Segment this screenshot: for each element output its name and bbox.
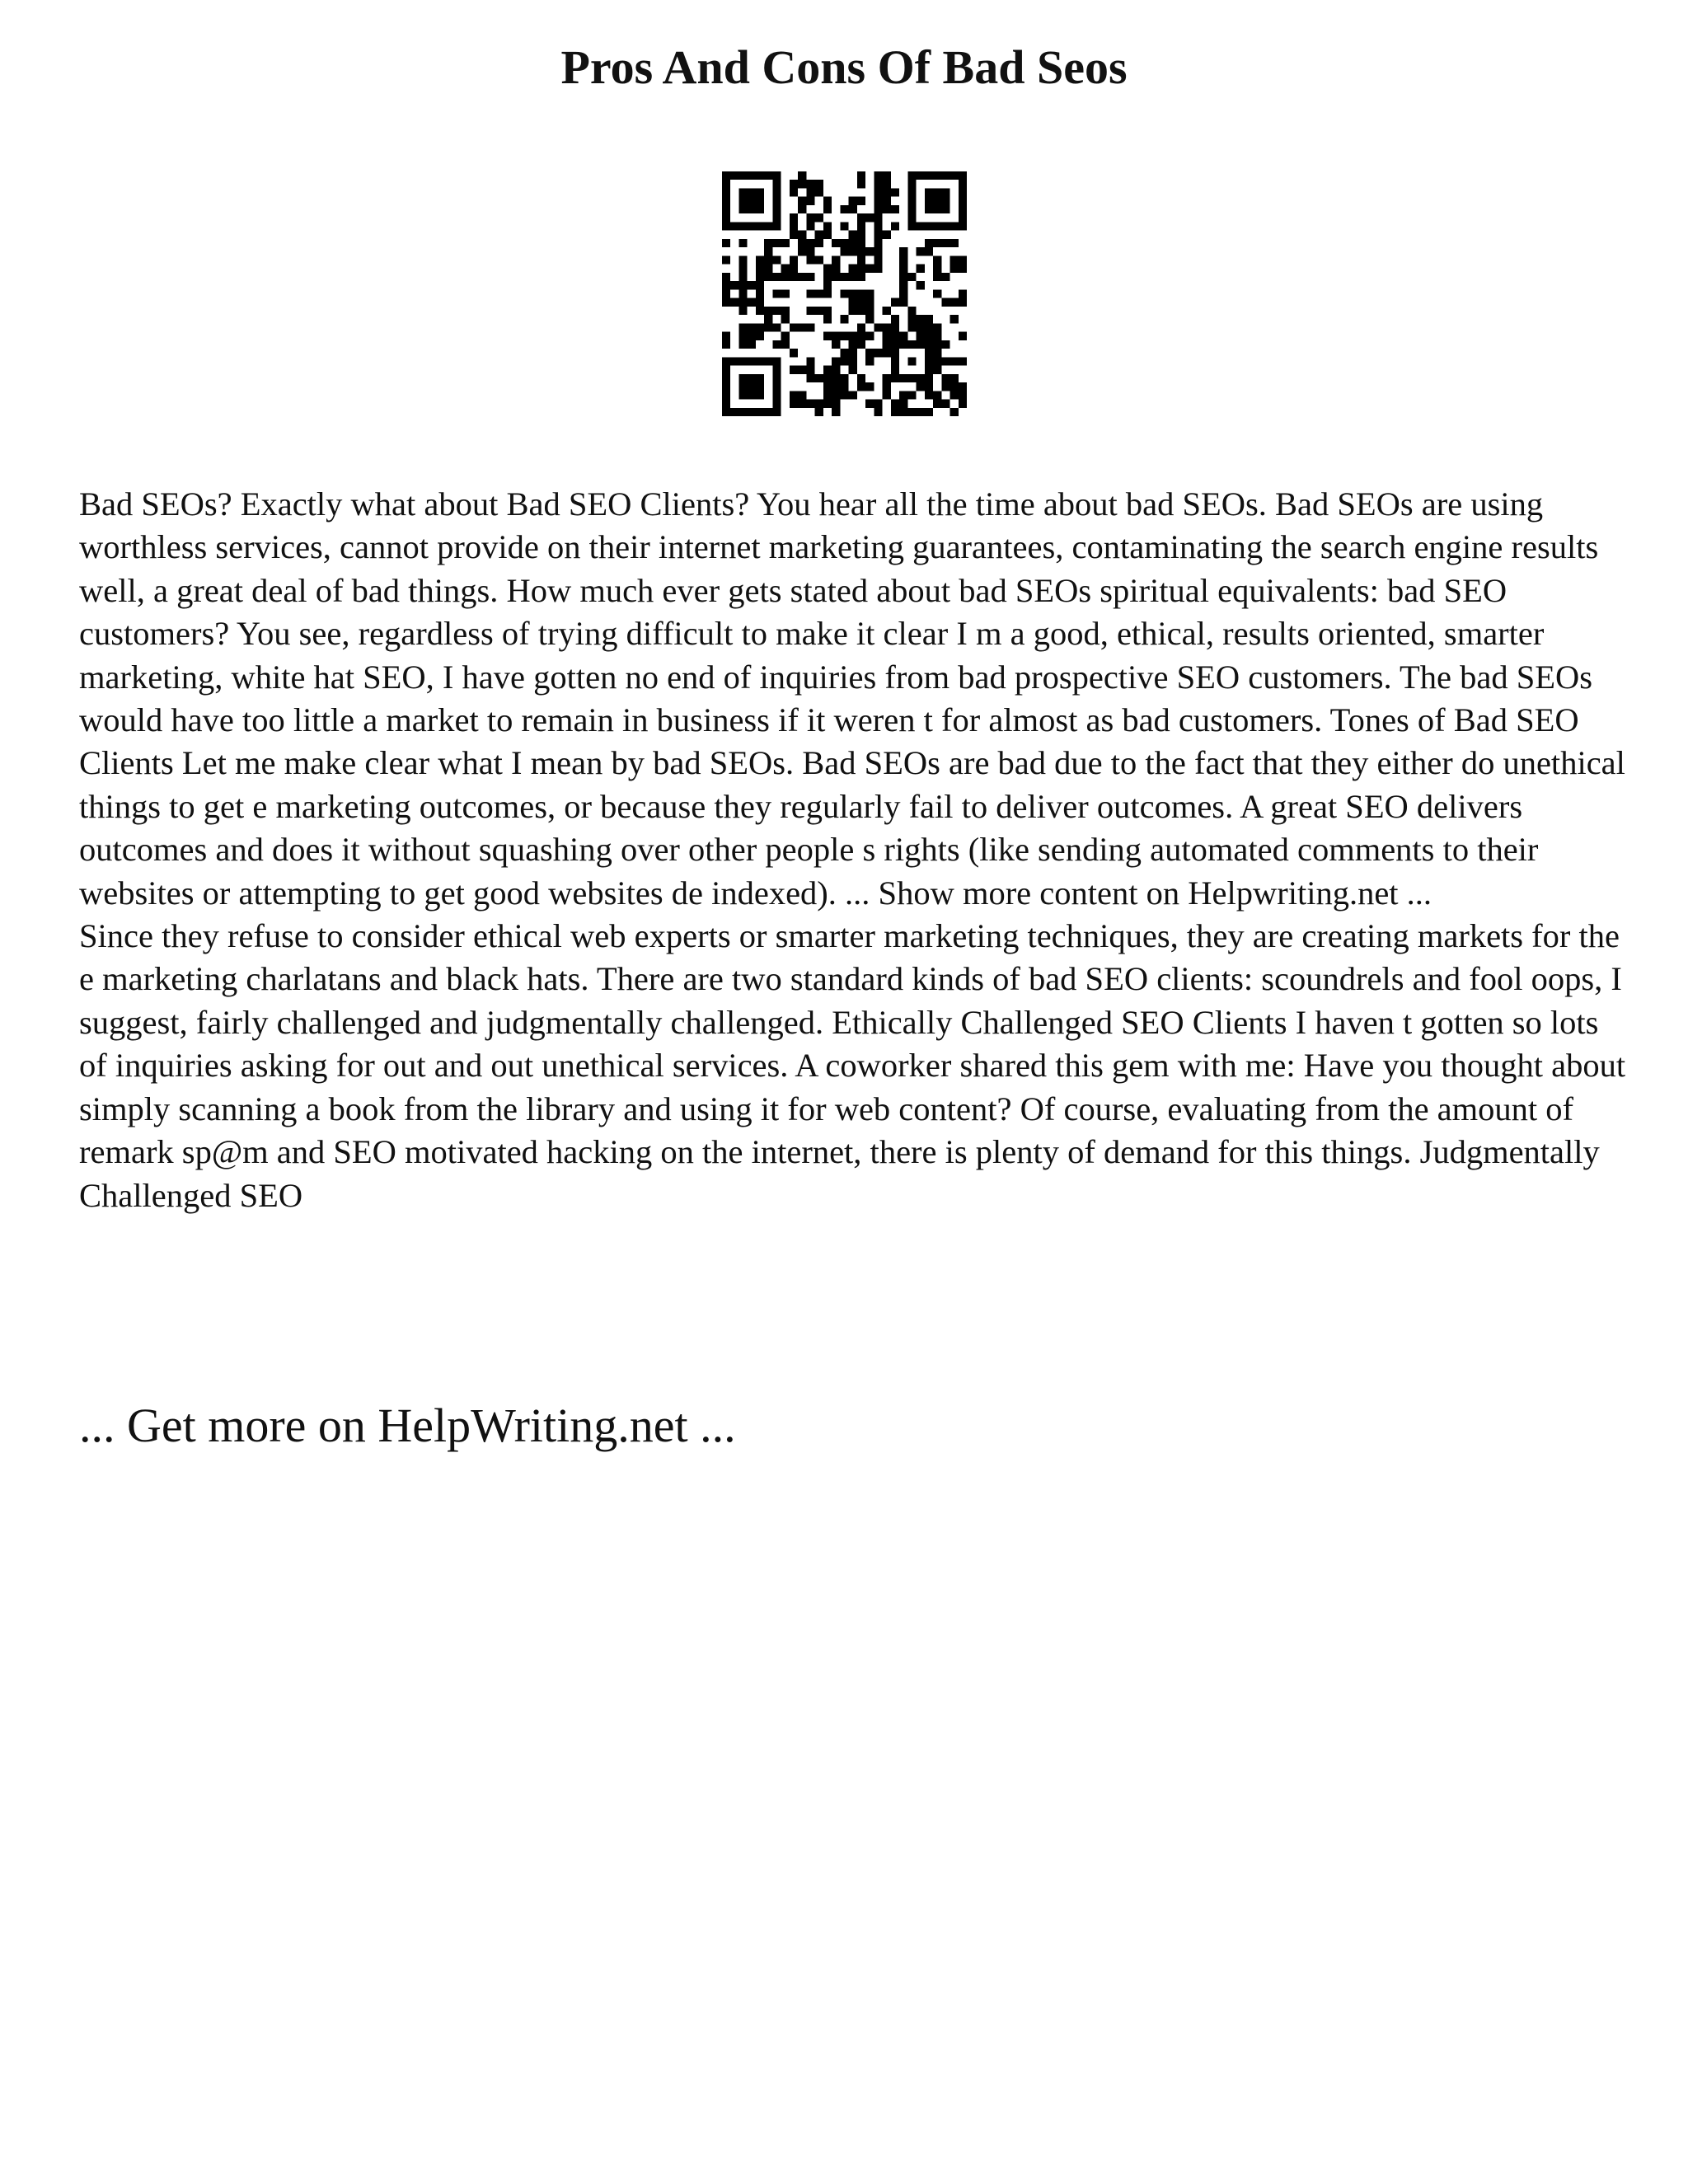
paragraph: Bad SEOs? Exactly what about Bad SEO Clients? You hear all the time about bad SEOs. Bad SEOs are using worthless services, cannot provide on their internet marketing guarantees, contaminating the search engine results well, a great deal of bad things. How much ever gets stated about bad SEOs spiritual equivalents: bad SEO customers? You see, regardless of trying difficult to make it clear I m a good, ethical, results oriented, smarter marketing, white hat SEO, I have gotten no end of inquiries from bad prospective SEO customers. The bad SEOs would have too little a market to remain in business if it weren t for almost as bad customers. Tones of Bad SEO Clients Let me make clear what I mean by bad SEOs. Bad SEOs are bad due to the fact that they either do unethical things to get e marketing outcomes, or because they regularly fail to deliver outcomes. A great SEO delivers outcomes and does it without squashing over other people s rights (like sending automated comments to their websites or attempting to get good websites de indexed). ... Show more content on Helpwriting.net ... — [79, 485, 1625, 912]
article-body — [79, 483, 1629, 1217]
document-title: Pros And Cons Of Bad Seos — [560, 40, 1128, 94]
paragraph: Since they refuse to consider ethical web experts or smarter marketing techniques, they are creating markets for the e marketing charlatans and black hats. There are two standard kinds of bad SEO clients: scoundrels and fool oops, I suggest, fairly challenged and judgmentally challenged. Ethically Challenged SEO Clients I haven t gotten so lots of inquiries asking for out and out unethical services. A coworker shared this gem with me: Have you thought about simply scanning a book from the library and using it for web content? Of course, evaluating from the amount of remark sp@m and SEO motivated hacking on the internet, there is plenty of demand for this things. Judgmentally Challenged SEO — [79, 917, 1626, 1214]
qr-code-icon — [722, 171, 967, 416]
get-more-link[interactable]: ... Get more on HelpWriting.net ... — [79, 1399, 736, 1452]
